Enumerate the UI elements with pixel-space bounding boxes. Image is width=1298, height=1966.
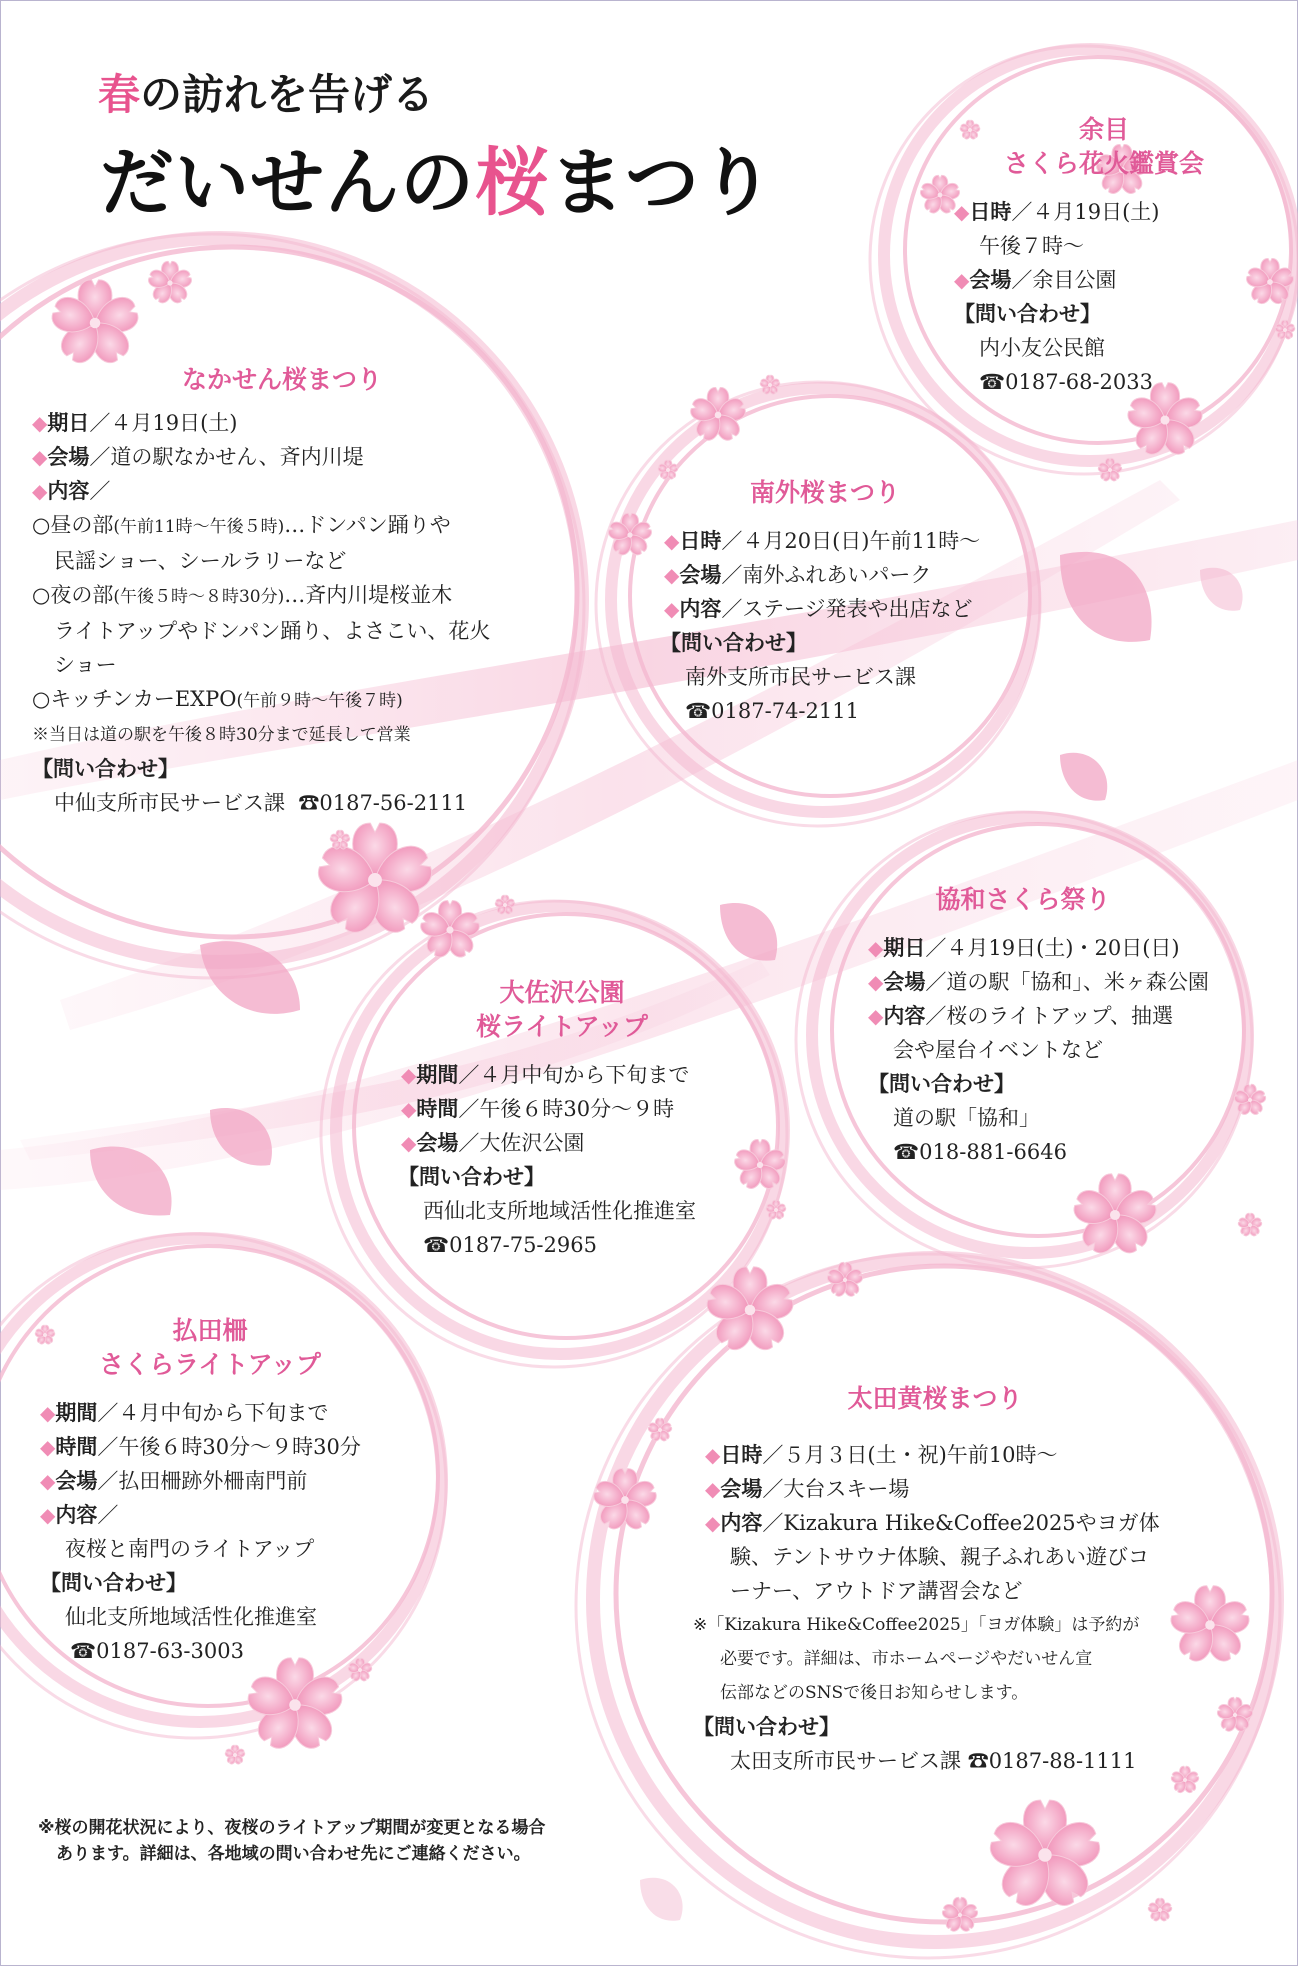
diamond-bullet-icon: ◆ [40,1401,56,1425]
phone-icon: ☎ [423,1233,450,1257]
phone-icon: ☎ [298,791,320,815]
header-subtitle [98,62,434,122]
page-title-b: まつり [550,140,775,226]
event-title: 協和さくら祭り [935,885,1111,914]
contact-tel: ☎0187-63-3003 [70,1639,244,1663]
note-3: 伝部などのSNSで後日お知らせします。 [720,1683,1029,1703]
event-title: 払田柵 [172,1316,248,1345]
diamond-bullet-icon: ◆ [868,1004,884,1028]
program-night: ○夜の部(午後５時～８時30分)…斉内川堤桜並木 [32,583,453,607]
row-content: ◆内容／ステージ発表や出店など [664,597,973,621]
event-ota [693,1382,1175,1778]
page-title-a: だいせんの [100,140,475,226]
note: ※当日は道の駅を午後８時30分まで延長して営業 [32,725,411,745]
row-content-cont: 会や屋台イベントなど [893,1038,1103,1062]
contact-label: 【問い合わせ】 [32,757,179,781]
row-time: ◆時間／午後６時30分～９時 [401,1097,675,1121]
diamond-bullet-icon: ◆ [868,936,884,960]
note-2: 必要です。詳細は、市ホームページやだいせん宣 [720,1649,1093,1669]
contact-tel: ☎0187-68-2033 [979,370,1153,394]
sakura-flower-icon [1147,1898,1172,1922]
contact-org: 道の駅「協和」 [893,1106,1040,1130]
footer-line-1: ※桜の開花状況により、夜桜のライトアップ期間が変更となる場合 [38,1818,546,1838]
contact-line [705,1744,1175,1778]
contact-tel: ☎018-881-6646 [893,1140,1067,1164]
event-title: 大佐沢公園 [499,978,625,1007]
program-day: ○昼の部(午前11時～午後５時)…ドンパン踊りや [32,513,451,537]
contact-label: 【問い合わせ】 [40,1571,187,1595]
event-title: なかせん桜まつり [181,365,382,394]
event-hottanosaku [40,1314,420,1668]
row-datetime: ◆日時／４月20日(日)午前11時～ [664,529,981,553]
sakura-flower-icon [941,1897,979,1933]
diamond-bullet-icon: ◆ [401,1097,417,1121]
row-datetime-cont: 午後７時～ [979,234,1084,258]
header-subtitle-rest: の訪れを告げる [140,70,435,119]
contact-org: 西仙北支所地域活性化推進室 [423,1199,696,1223]
row-venue: ◆会場／大佐沢公園 [401,1131,585,1155]
note-1: ※「Kizakura Hike&Coffee2025」「ヨガ体験」は予約が [693,1615,1140,1635]
row-venue: ◆会場／南外ふれあいパーク [664,563,932,587]
contact-org: 仙北支所地域活性化推進室 [65,1605,317,1629]
contact-tel: ☎0187-74-2111 [685,699,859,723]
event-title-2: さくら花火鑑賞会 [1003,149,1204,178]
diamond-bullet-icon: ◆ [868,970,884,994]
row-datetime: ◆日時／４月19日(土) [954,200,1160,224]
event-osawa [398,976,758,1262]
diamond-bullet-icon: ◆ [32,411,48,435]
row-period: ◆期間／４月中旬から下旬まで [401,1063,690,1087]
sakura-flower-icon [1237,1213,1262,1237]
diamond-bullet-icon: ◆ [32,445,48,469]
sakura-flower-icon [329,830,350,850]
row-content: ◆内容／ [40,1503,119,1527]
sakura-flower-icon [494,895,515,915]
program-day-cont: 民謡ショー、シールラリーなど [54,549,347,573]
sakura-flower-icon [147,261,193,305]
diamond-bullet-icon: ◆ [40,1469,56,1493]
contact-tel: ☎0187-75-2965 [423,1233,597,1257]
event-yonome [954,113,1254,399]
event-nakasen [32,363,552,820]
row-content: ◆内容／ [32,479,111,503]
sakura-flower-icon [1168,1586,1252,1666]
diamond-bullet-icon: ◆ [40,1503,56,1527]
diamond-bullet-icon: ◆ [40,1435,56,1459]
contact-label: 【問い合わせ】 [693,1715,840,1739]
row-content: ◆内容／Kizakura Hike&Coffee2025やヨガ体 [705,1511,1160,1535]
diamond-bullet-icon: ◆ [954,200,970,224]
contact-line [32,786,552,820]
diamond-bullet-icon: ◆ [401,1131,417,1155]
footer-line-2: あります。詳細は、各地域の問い合わせ先にご連絡ください。 [56,1844,531,1864]
diamond-bullet-icon: ◆ [705,1477,721,1501]
diamond-bullet-icon: ◆ [32,479,48,503]
contact-label: 【問い合わせ】 [660,631,807,655]
phone-icon: ☎ [685,699,712,723]
phone-icon: ☎ [979,370,1006,394]
row-period: ◆期間／４月中旬から下旬まで [40,1401,329,1425]
event-title: 南外桜まつり [749,478,900,507]
sakura-flower-icon [224,1745,245,1765]
contact-org: 太田支所市民サービス課 [730,1749,961,1773]
event-nange [660,476,1020,728]
page-title [100,124,775,230]
header-subtitle-pink: 春 [98,70,141,119]
program-night-cont: ライトアップやドンパン踊り、よさこい、花火 [54,619,491,643]
diamond-bullet-icon: ◆ [664,597,680,621]
phone-icon: ☎ [893,1140,920,1164]
event-title: 太田黄桜まつり [847,1384,1023,1413]
diamond-bullet-icon: ◆ [705,1511,721,1535]
diamond-bullet-icon: ◆ [954,268,970,292]
contact-org: 中仙支所市民サービス課 [54,791,285,815]
phone-icon: ☎ [967,1749,989,1773]
contact-tel: 0187-88-1111 [988,1749,1137,1773]
diamond-bullet-icon: ◆ [401,1063,417,1087]
phone-icon: ☎ [70,1639,97,1663]
row-date: ◆期日／４月19日(土)・20日(日) [868,936,1180,960]
event-title: 余目 [1078,115,1129,144]
footer-note [38,1815,545,1867]
row-time: ◆時間／午後６時30分～９時30分 [40,1435,361,1459]
row-datetime: ◆日時／５月３日(土・祝)午前10時～ [705,1443,1058,1467]
sakura-flower-icon [759,375,780,395]
contact-org: 南外支所市民サービス課 [685,665,916,689]
contact-label: 【問い合わせ】 [868,1072,1015,1096]
row-content-cont: 験、テントサウナ体験、親子ふれあい遊びコ [730,1545,1149,1569]
row-venue: ◆会場／道の駅「協和」、米ヶ森公園 [868,970,1209,994]
row-content-cont2: ーナー、アウトドア講習会など [730,1579,1023,1603]
row-venue: ◆会場／大台スキー場 [705,1477,910,1501]
contact-org: 内小友公民館 [979,336,1105,360]
event-kyowa [868,883,1228,1169]
diamond-bullet-icon: ◆ [664,563,680,587]
diamond-bullet-icon: ◆ [664,529,680,553]
diamond-bullet-icon: ◆ [705,1443,721,1467]
row-venue: ◆会場／払田柵跡外柵南門前 [40,1469,308,1493]
contact-tel: 0187-56-2111 [319,791,468,815]
program-night-cont2: ショー [54,653,117,677]
event-title-2: さくらライトアップ [99,1350,321,1379]
sakura-flower-icon [986,1800,1104,1912]
row-content-cont: 夜桜と南門のライトアップ [65,1537,315,1561]
row-venue: ◆会場／道の駅なかせん、斉内川堤 [32,445,364,469]
contact-label: 【問い合わせ】 [398,1165,545,1189]
event-title-2: 桜ライトアップ [476,1012,648,1041]
row-venue: ◆会場／余目公園 [954,268,1117,292]
contact-label: 【問い合わせ】 [954,302,1101,326]
row-content: ◆内容／桜のライトアップ、抽選 [868,1004,1173,1028]
program-kitchen: ○キッチンカーEXPO(午前９時～午後７時) [32,687,403,711]
row-date: ◆期日／４月19日(土) [32,411,238,435]
page-title-pink: 桜 [475,140,550,226]
